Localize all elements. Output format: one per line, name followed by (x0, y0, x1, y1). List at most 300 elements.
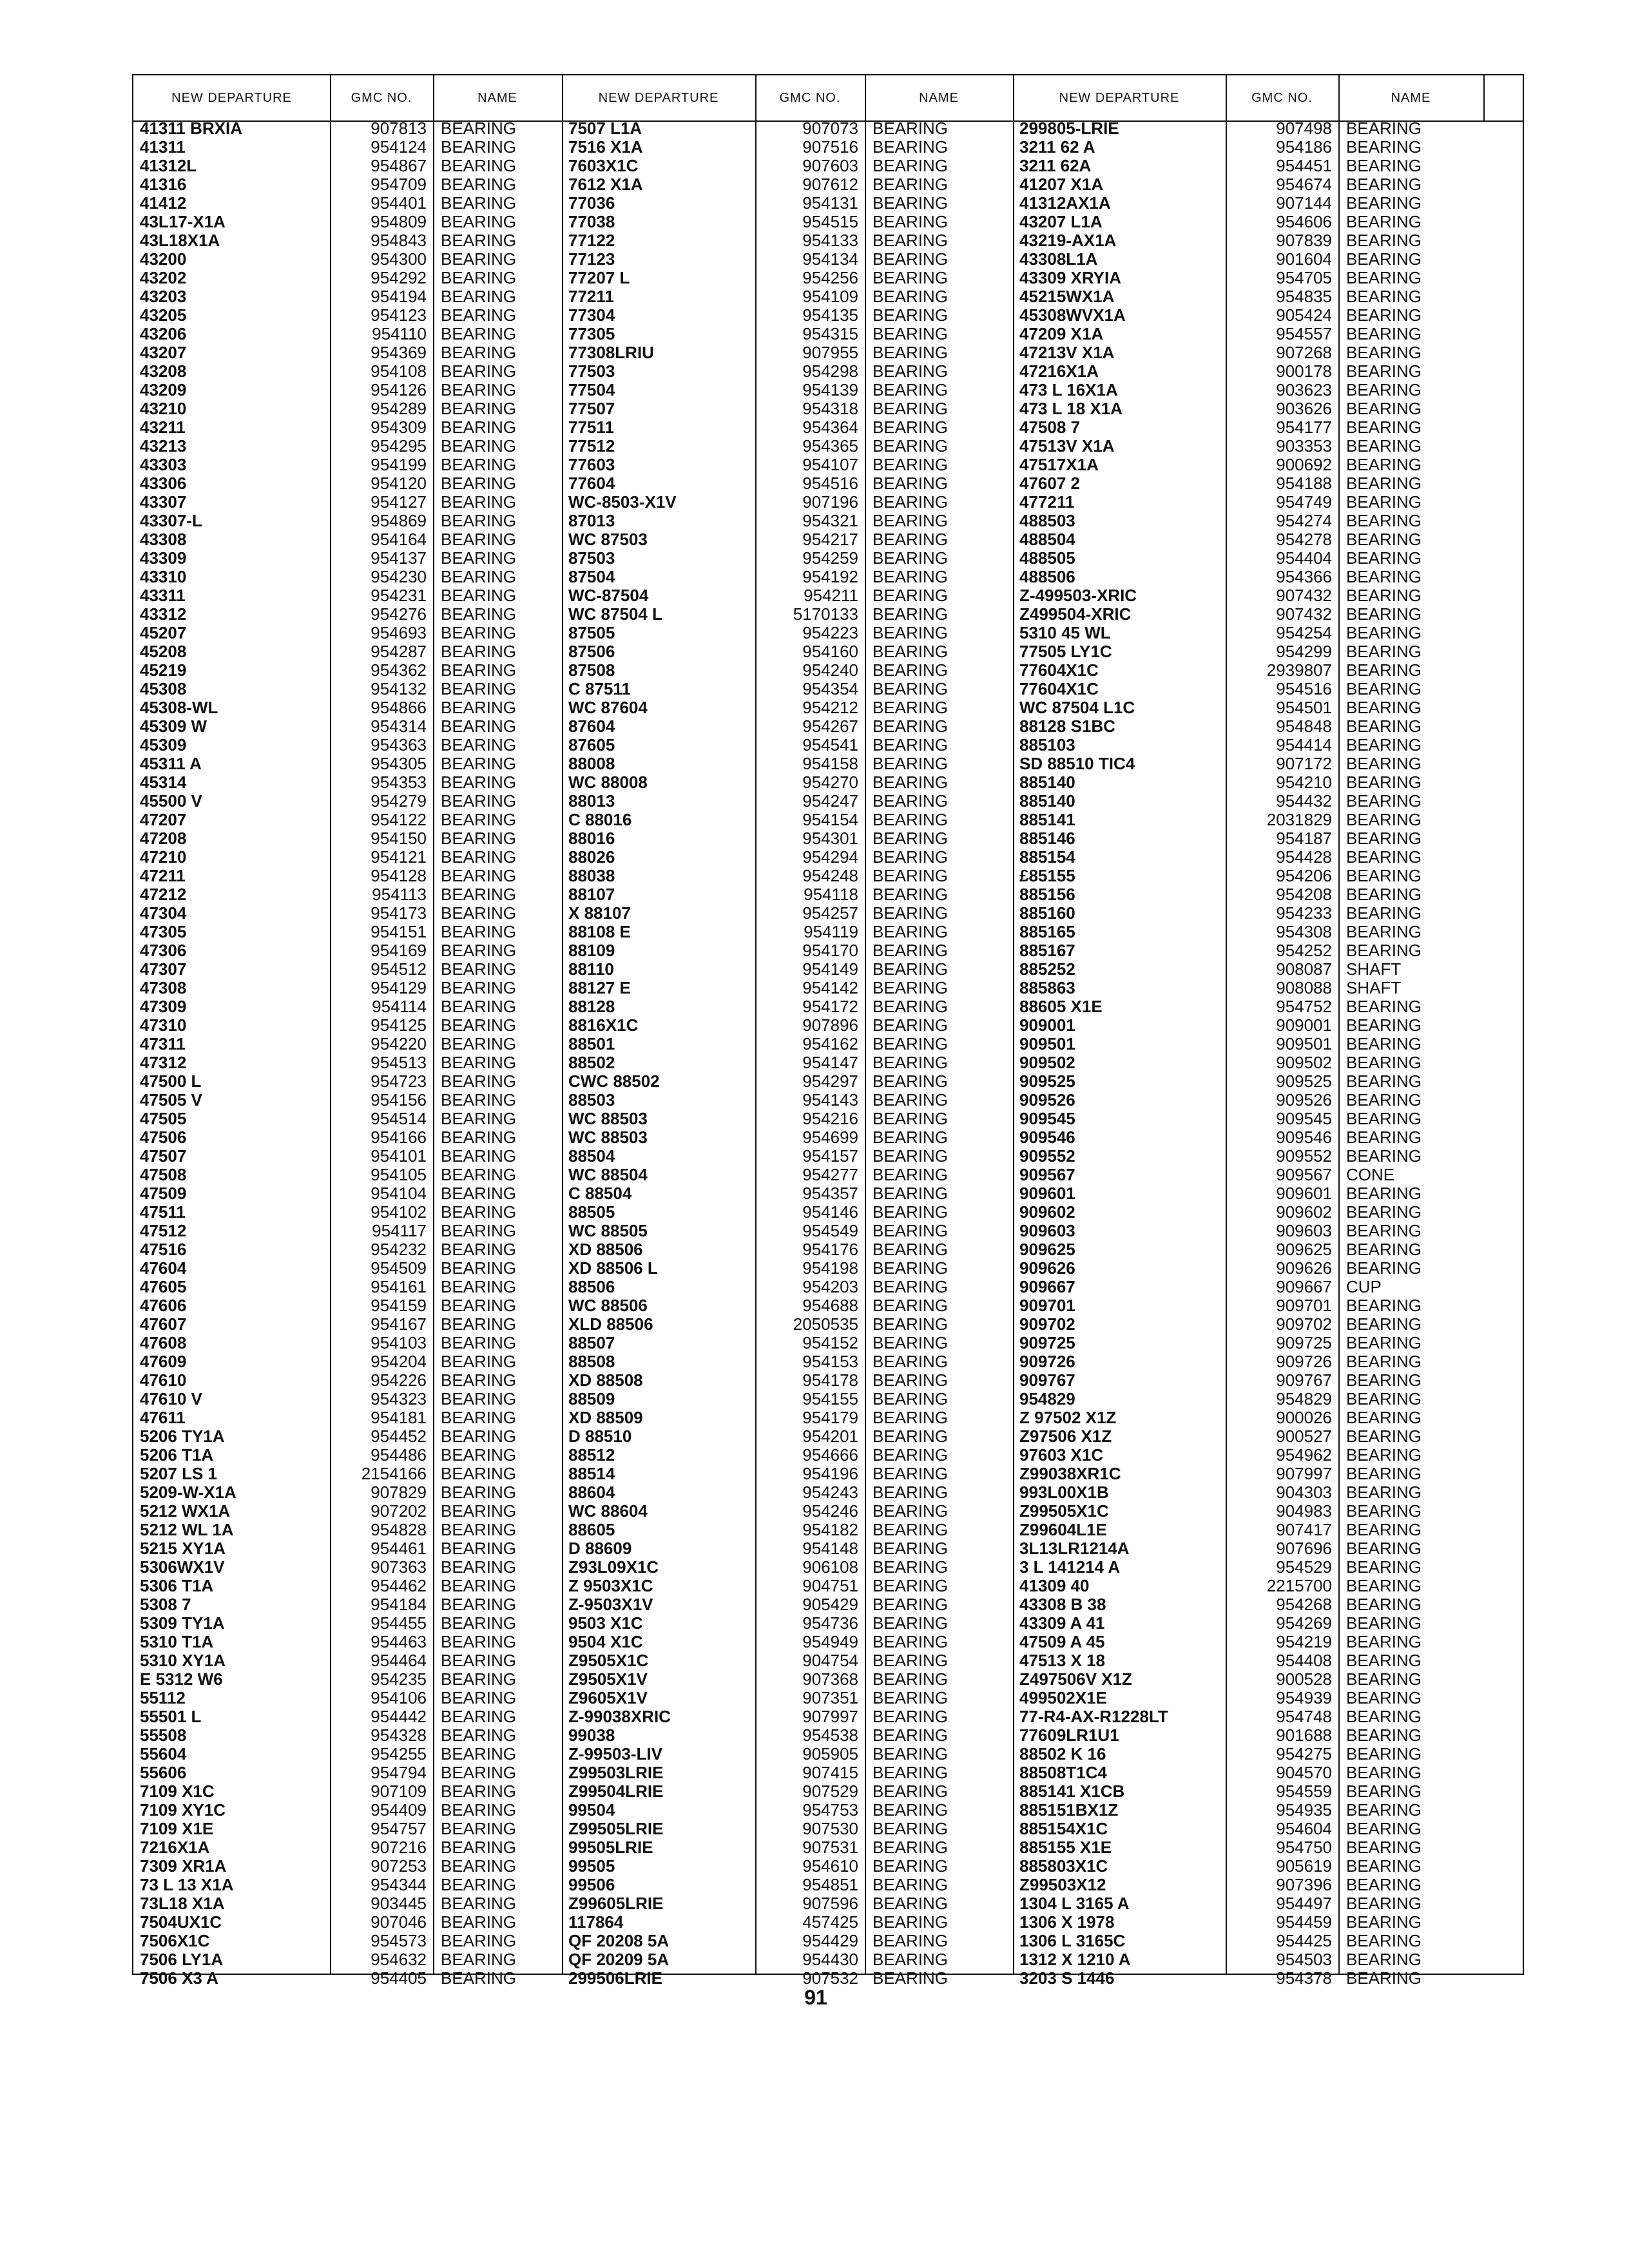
table-row (1013, 213, 1483, 231)
gmc-number: 909001 (1276, 1015, 1332, 1035)
gmc-number: 907531 (802, 1838, 858, 1857)
gmc-number: 907955 (802, 343, 858, 362)
gmc-number: 954828 (371, 1520, 427, 1539)
table-row (133, 1390, 562, 1408)
part-name: BEARING (872, 1912, 949, 1932)
part-number: Z99503X12 (1019, 1875, 1106, 1894)
table-row (133, 1820, 562, 1838)
part-name: BEARING (872, 1445, 949, 1465)
table-row (562, 605, 1013, 624)
gmc-number: 954693 (371, 623, 427, 642)
column-group-3 (1013, 119, 1483, 1988)
part-name: BEARING (872, 829, 949, 848)
gmc-number: 954160 (802, 642, 858, 661)
gmc-number: 954328 (371, 1725, 427, 1745)
part-number: 3211 62A (1019, 156, 1092, 175)
part-number: 885154 (1019, 847, 1075, 867)
part-number: 47312 (140, 1053, 187, 1072)
table-row (133, 418, 562, 437)
gmc-number: 954809 (371, 212, 427, 231)
part-number: 909602 (1019, 1202, 1075, 1222)
part-name: BEARING (872, 1950, 949, 1969)
table-row (562, 512, 1013, 530)
part-number: 87508 (568, 660, 615, 680)
table-row (562, 1558, 1013, 1577)
part-number: 7507 L1A (568, 119, 642, 138)
table-row (1013, 194, 1483, 213)
table-row (562, 1521, 1013, 1539)
part-number: 97603 X1C (1019, 1445, 1104, 1465)
table-row (1013, 1558, 1483, 1577)
gmc-number: 954404 (1276, 548, 1332, 568)
table-row (1013, 829, 1483, 848)
part-name: BEARING (1346, 660, 1422, 680)
table-row (133, 1053, 562, 1072)
gmc-number: 954275 (1276, 1744, 1332, 1763)
gmc-number: 907596 (802, 1894, 858, 1913)
gmc-number: 954179 (802, 1408, 858, 1427)
table-row (1013, 325, 1483, 343)
part-name: BEARING (872, 1221, 949, 1240)
table-row (133, 979, 562, 997)
gmc-number: 907529 (802, 1782, 858, 1801)
table-row (1013, 1614, 1483, 1633)
gmc-number: 907268 (1276, 343, 1332, 362)
part-number: 43203 (140, 287, 187, 306)
part-name: BEARING (872, 492, 949, 512)
gmc-number: 907896 (802, 1015, 858, 1035)
table-row (1013, 1352, 1483, 1371)
table-row (562, 960, 1013, 979)
table-row (133, 287, 562, 306)
gmc-number: 954843 (371, 231, 427, 250)
part-name: BEARING (441, 604, 517, 624)
table-row (133, 568, 562, 586)
gmc-number: 954357 (802, 1184, 858, 1203)
table-row (133, 1427, 562, 1446)
gmc-number: 907432 (1276, 604, 1332, 624)
part-number: 885103 (1019, 735, 1075, 754)
part-name: BEARING (1346, 1427, 1422, 1446)
gmc-number: 909552 (1276, 1146, 1332, 1166)
table-row (133, 829, 562, 848)
part-name: BEARING (1346, 1408, 1422, 1427)
part-number: WC 87503 (568, 530, 648, 549)
part-name: BEARING (1346, 1856, 1422, 1876)
part-number: Z97506 X1Z (1019, 1427, 1112, 1446)
table-row (562, 1577, 1013, 1595)
column-group-1 (133, 119, 562, 1988)
gmc-number: 2154166 (361, 1464, 427, 1483)
part-number: D 88510 (568, 1427, 632, 1446)
header-new-departure: NEW DEPARTURE (1059, 90, 1180, 105)
table-row (133, 1801, 562, 1820)
part-number: 909626 (1019, 1258, 1075, 1278)
part-number: 47513 X 18 (1019, 1651, 1106, 1670)
part-number: 909601 (1019, 1184, 1075, 1203)
table-row (1013, 1184, 1483, 1203)
table-row (562, 1913, 1013, 1932)
gmc-number: 954362 (371, 660, 427, 680)
table-row (133, 1782, 562, 1801)
gmc-number: 954463 (371, 1632, 427, 1651)
table-row (562, 1876, 1013, 1894)
part-number: 87503 (568, 548, 615, 568)
part-name: BEARING (1346, 455, 1422, 474)
part-number: 47511 (140, 1202, 186, 1222)
table-row (562, 979, 1013, 997)
part-name: BEARING (872, 922, 949, 941)
table-row (133, 1950, 562, 1969)
part-number: 7506X1C (140, 1931, 210, 1950)
gmc-number: 954108 (371, 361, 427, 381)
gmc-number: 904983 (1276, 1501, 1332, 1521)
table-row (1013, 1521, 1483, 1539)
gmc-number: 909725 (1276, 1333, 1332, 1352)
part-name: BEARING (872, 1034, 949, 1053)
gmc-number: 954129 (371, 978, 427, 997)
gmc-number: 954137 (371, 548, 427, 568)
part-name: BEARING (441, 1968, 517, 1988)
part-number: 99505 (568, 1856, 615, 1876)
gmc-number: 954308 (1276, 922, 1332, 941)
part-name: BEARING (441, 1109, 517, 1128)
table-row (562, 287, 1013, 306)
table-row (133, 736, 562, 754)
table-row (133, 661, 562, 680)
part-name: BEARING (1346, 193, 1422, 213)
part-name: BEARING (872, 530, 949, 549)
gmc-number: 954442 (371, 1707, 427, 1726)
part-number: 885141 X1CB (1019, 1782, 1125, 1801)
part-number: 41207 X1A (1019, 175, 1104, 194)
part-name: BEARING (441, 735, 517, 754)
part-number: 47212 (140, 885, 187, 904)
part-number: 88109 (568, 941, 615, 960)
part-name: BEARING (441, 1352, 517, 1371)
table-row (562, 381, 1013, 399)
part-number: 954829 (1019, 1389, 1075, 1408)
table-row (1013, 1502, 1483, 1521)
table-row (1013, 1053, 1483, 1072)
gmc-number: 907813 (371, 119, 427, 138)
part-name: BEARING (441, 380, 517, 399)
gmc-number: 954147 (802, 1053, 858, 1072)
table-row (133, 848, 562, 867)
table-row (1013, 624, 1483, 642)
gmc-number: 907997 (1276, 1464, 1332, 1483)
gmc-number: 909603 (1276, 1221, 1332, 1240)
part-name: BEARING (1346, 1483, 1422, 1502)
part-number: 43308 B 38 (1019, 1595, 1106, 1614)
part-number: 45308-WL (140, 698, 218, 717)
part-number: 7309 XR1A (140, 1856, 227, 1876)
part-number: 885141 (1019, 810, 1075, 829)
part-name: BEARING (441, 1333, 517, 1352)
part-number: 3 L 141214 A (1019, 1557, 1121, 1577)
gmc-number: 954232 (371, 1240, 427, 1259)
table-row (1013, 1595, 1483, 1614)
part-number: 7506 LY1A (140, 1950, 224, 1969)
gmc-number: 954158 (802, 754, 858, 773)
gmc-number: 954164 (371, 530, 427, 549)
table-row (562, 1707, 1013, 1726)
header-gmc-no: GMC NO. (779, 90, 841, 105)
part-name: BEARING (441, 829, 517, 848)
table-row (1013, 1110, 1483, 1128)
gmc-number: 954151 (371, 922, 427, 941)
part-name: BEARING (872, 1240, 949, 1259)
gmc-number: 954257 (802, 903, 858, 923)
part-number: 43219-AX1A (1019, 231, 1117, 250)
gmc-number: 954632 (371, 1950, 427, 1969)
gmc-number: 954178 (802, 1370, 858, 1390)
part-number: 88107 (568, 885, 615, 904)
part-number: 3203 S 1446 (1019, 1968, 1115, 1988)
gmc-number: 954186 (1276, 137, 1332, 157)
part-name: BEARING (441, 1240, 517, 1259)
part-name: BEARING (872, 1258, 949, 1278)
table-row (562, 306, 1013, 325)
table-row (133, 399, 562, 418)
part-name: BEARING (872, 193, 949, 213)
table-row (133, 231, 562, 250)
part-number: 45309 (140, 735, 187, 754)
gmc-number: 954750 (1276, 1838, 1332, 1857)
part-name: BEARING (441, 361, 517, 381)
part-number: 88128 S1BC (1019, 716, 1115, 736)
gmc-number: 954300 (371, 249, 427, 269)
table-row (133, 1278, 562, 1296)
table-row (1013, 1670, 1483, 1689)
table-row (1013, 1427, 1483, 1446)
gmc-number: 907432 (1276, 586, 1332, 605)
part-number: 9503 X1C (568, 1613, 643, 1633)
part-number: 47605 (140, 1277, 187, 1296)
part-name: BEARING (441, 249, 517, 269)
part-name: BEARING (1346, 866, 1422, 885)
part-number: 885165 (1019, 922, 1075, 941)
table-row (133, 1595, 562, 1614)
part-name: BEARING (872, 1333, 949, 1352)
table-row (133, 792, 562, 811)
part-name: BEARING (1346, 343, 1422, 362)
part-number: 47508 (140, 1165, 187, 1184)
part-name: BEARING (872, 959, 949, 979)
part-name: BEARING (441, 1034, 517, 1053)
gmc-number: 954159 (371, 1296, 427, 1315)
table-row (562, 456, 1013, 474)
gmc-number: 907997 (802, 1707, 858, 1726)
part-number: 88013 (568, 791, 615, 811)
part-number: 909702 (1019, 1314, 1075, 1334)
gmc-number: 954113 (372, 885, 427, 904)
gmc-number: 954455 (371, 1613, 427, 1633)
part-number: 47609 (140, 1352, 187, 1371)
part-name: BEARING (872, 1277, 949, 1296)
table-row (133, 1838, 562, 1857)
part-number: 41316 (140, 175, 187, 194)
gmc-number: 954167 (371, 1314, 427, 1334)
gmc-number: 954132 (371, 679, 427, 698)
part-name: BEARING (441, 698, 517, 717)
part-number: 909603 (1019, 1221, 1075, 1240)
part-name: BEARING (441, 1277, 517, 1296)
table-row (1013, 343, 1483, 362)
gmc-number: 954127 (371, 492, 427, 512)
table-row (562, 1689, 1013, 1707)
part-number: 47505 V (140, 1090, 202, 1110)
table-row (562, 1072, 1013, 1091)
part-number: 7109 X1E (140, 1819, 214, 1838)
part-name: BEARING (872, 791, 949, 811)
part-name: BEARING (872, 474, 949, 493)
part-number: 45311 A (140, 754, 202, 773)
part-number: 87604 (568, 716, 615, 736)
table-row (562, 343, 1013, 362)
part-number: 77207 L (568, 268, 630, 287)
part-name: BEARING (441, 1725, 517, 1745)
gmc-number: 907415 (802, 1763, 858, 1782)
part-number: 77604 (568, 474, 615, 493)
part-number: 41412 (140, 193, 187, 213)
part-name: BEARING (1346, 530, 1422, 549)
gmc-number: 903626 (1276, 399, 1332, 418)
gmc-number: 907363 (371, 1557, 427, 1577)
part-name: BEARING (872, 212, 949, 231)
table-row (562, 362, 1013, 381)
gmc-number: 954103 (371, 1333, 427, 1352)
part-number: 47513V X1A (1019, 436, 1115, 456)
part-name: BEARING (1346, 1501, 1422, 1521)
table-row (133, 1876, 562, 1894)
table-row (133, 1091, 562, 1110)
part-name: BEARING (441, 885, 517, 904)
part-number: 45219 (140, 660, 187, 680)
part-name: BEARING (1346, 1763, 1422, 1782)
table-row (133, 1763, 562, 1782)
table-row (562, 1278, 1013, 1296)
part-name: BEARING (872, 1875, 949, 1894)
part-name: BEARING (441, 1445, 517, 1465)
header-gmc-no: GMC NO. (351, 90, 412, 105)
gmc-number: 954107 (802, 455, 858, 474)
part-number: 488503 (1019, 511, 1075, 530)
part-number: 77036 (568, 193, 615, 213)
gmc-number: 954353 (371, 773, 427, 792)
table-row (562, 1408, 1013, 1427)
header-new-departure: NEW DEPARTURE (171, 90, 292, 105)
gmc-number: 954829 (1276, 1389, 1332, 1408)
gmc-number: 954459 (1276, 1912, 1332, 1932)
part-name: BEARING (441, 231, 517, 250)
part-name: BEARING (441, 324, 517, 343)
part-number: 5206 T1A (140, 1445, 214, 1465)
part-name: BEARING (1346, 1370, 1422, 1390)
table-row (133, 157, 562, 175)
gmc-number: 954121 (371, 847, 427, 867)
gmc-number: 954134 (802, 249, 858, 269)
gmc-number: 954139 (802, 380, 858, 399)
part-name: BEARING (872, 1782, 949, 1801)
gmc-number: 907172 (1276, 754, 1332, 773)
part-name: BEARING (1346, 885, 1422, 904)
table-row (133, 175, 562, 194)
part-name: BEARING (441, 119, 517, 138)
gmc-number: 954430 (802, 1950, 858, 1969)
gmc-number: 908088 (1276, 978, 1332, 997)
part-name: BEARING (872, 716, 949, 736)
gmc-number: 954192 (802, 567, 858, 586)
table-row (1013, 1072, 1483, 1091)
gmc-number: 901688 (1276, 1725, 1332, 1745)
table-row (1013, 1745, 1483, 1763)
gmc-number: 954464 (371, 1651, 427, 1670)
gmc-number: 954848 (1276, 716, 1332, 736)
table-row (1013, 250, 1483, 269)
part-number: Z499504-XRIC (1019, 604, 1132, 624)
gmc-number: 5170133 (793, 604, 858, 624)
gmc-number: 954401 (371, 193, 427, 213)
gmc-number: 907417 (1276, 1520, 1332, 1539)
part-name: BEARING (1346, 735, 1422, 754)
part-name: BEARING (441, 754, 517, 773)
table-row (133, 1558, 562, 1577)
part-name: BEARING (1346, 1968, 1422, 1988)
part-number: 47505 (140, 1109, 187, 1128)
table-row (1013, 1315, 1483, 1334)
table-row (1013, 1128, 1483, 1147)
part-number: 45314 (140, 773, 187, 792)
table-row (562, 1110, 1013, 1128)
part-name: BEARING (1346, 567, 1422, 586)
gmc-number: 954184 (371, 1595, 427, 1614)
gmc-number: 954155 (802, 1389, 858, 1408)
part-number: 43309 A 41 (1019, 1613, 1105, 1633)
table-row (562, 1091, 1013, 1110)
table-row (562, 1763, 1013, 1782)
part-number: 88108 E (568, 922, 631, 941)
part-name: CUP (1346, 1277, 1382, 1296)
part-name: BEARING (1346, 642, 1422, 661)
gmc-number: 954432 (1276, 791, 1332, 811)
gmc-number: 954119 (804, 922, 858, 941)
table-row (562, 586, 1013, 605)
part-number: 88507 (568, 1333, 615, 1352)
part-number: 47311 (140, 1034, 186, 1053)
table-row (133, 885, 562, 904)
part-number: 473 L 18 X1A (1019, 399, 1123, 418)
part-number: 41312L (140, 156, 197, 175)
table-row (1013, 1707, 1483, 1726)
table-row (562, 1820, 1013, 1838)
part-number: Z99038XR1C (1019, 1464, 1121, 1483)
table-row (133, 1502, 562, 1521)
table-row (562, 680, 1013, 698)
table-row (1013, 923, 1483, 941)
part-name: BEARING (441, 492, 517, 512)
part-name: BEARING (872, 1090, 949, 1110)
part-number: Z9505X1V (568, 1669, 648, 1689)
gmc-number: 954256 (802, 268, 858, 287)
part-name: BEARING (1346, 698, 1422, 717)
part-number: 1306 L 3165C (1019, 1931, 1126, 1950)
gmc-number: 954208 (1276, 885, 1332, 904)
table-row (1013, 605, 1483, 624)
part-name: BEARING (441, 997, 517, 1016)
part-name: BEARING (441, 1015, 517, 1035)
part-number: 885803X1C (1019, 1856, 1108, 1876)
